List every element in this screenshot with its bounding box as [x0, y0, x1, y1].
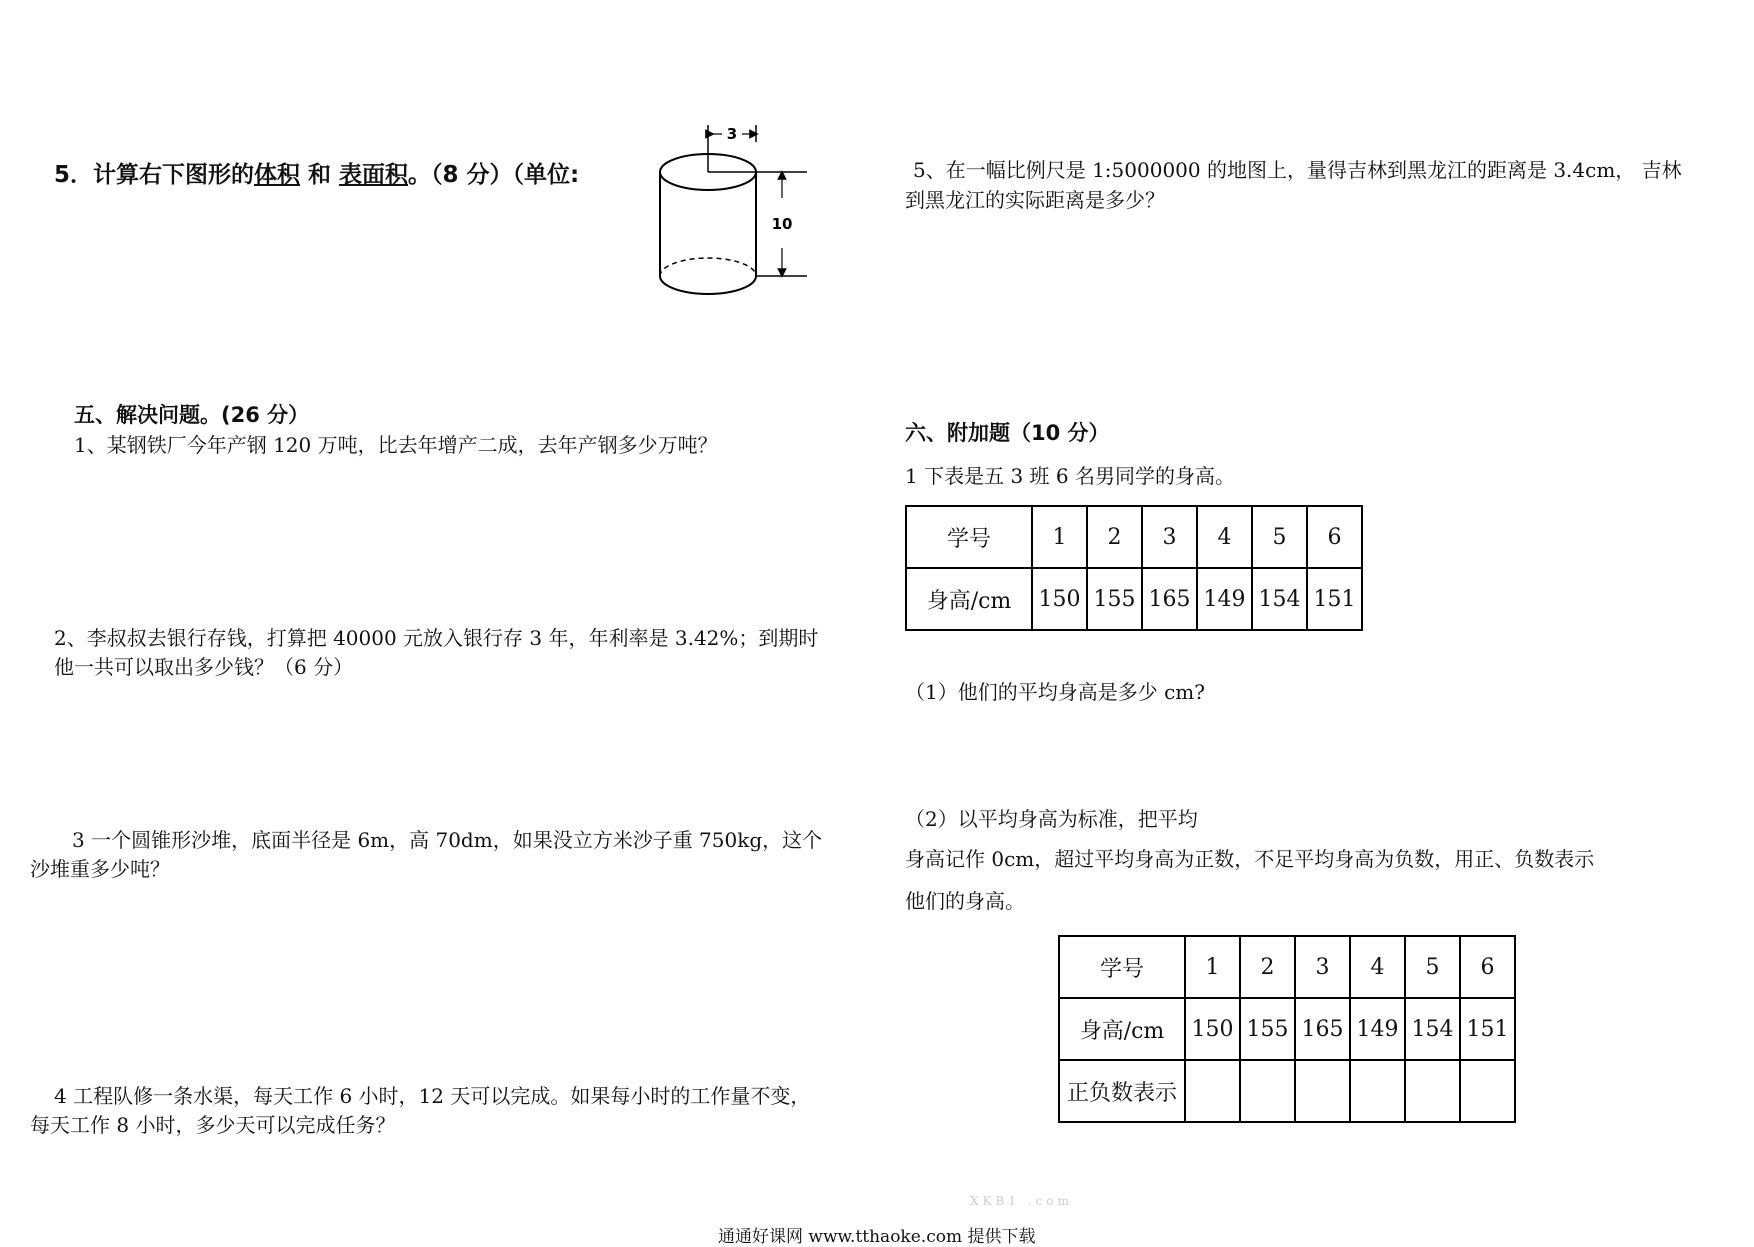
id-cell: 3 [1295, 936, 1350, 998]
radius-label: 3 [726, 125, 738, 143]
id-cell: 4 [1350, 936, 1405, 998]
q5-and: 和 [300, 162, 340, 188]
problem-4-line1: 4 工程队修一条水渠，每天工作 6 小时，12 天可以完成。如果每小时的工作量不变， [54, 1084, 811, 1108]
answer-cell [1185, 1060, 1240, 1122]
problem-3-line1: 3 一个圆锥形沙堆，底面半径是 6m，高 70dm，如果没立方米沙子重 750kg，这个 [72, 828, 823, 852]
problem-3-line2: 沙堆重多少吨？ [30, 857, 170, 881]
problem-5-line1: 5、在一幅比例尺是 1:5000000 的地图上，量得吉林到黑龙江的距离是 3.4cm， 吉林 [913, 158, 1682, 182]
watermark: XKB1 .com [970, 1194, 1073, 1208]
table-row [1059, 998, 1515, 1060]
problem-5-line2: 到黑龙江的实际距离是多少？ [905, 188, 1165, 212]
signed-header: 正负数表示 [1059, 1060, 1185, 1122]
id-cell: 6 [1307, 506, 1362, 568]
table-row [906, 506, 1362, 568]
section6-title: 六、附加题（10 分） [905, 421, 1110, 445]
height-cell: 154 [1252, 568, 1307, 630]
answer-cell [1350, 1060, 1405, 1122]
id-header: 学号 [906, 506, 1032, 568]
height-cell: 155 [1240, 998, 1295, 1060]
question-2-line2: 身高记作 0cm，超过平均身高为正数，不足平均身高为负数，用正、负数表示 [905, 847, 1595, 871]
q5-prefix: 5．计算右下图形的 [54, 162, 255, 188]
height-cell: 154 [1405, 998, 1460, 1060]
answer-cell [1405, 1060, 1460, 1122]
question-1: （1）他们的平均身高是多少 cm? [905, 680, 1205, 704]
problem-2-line2: 他一共可以取出多少钱？（6 分） [54, 655, 354, 679]
id-cell: 5 [1405, 936, 1460, 998]
height-cell: 165 [1142, 568, 1197, 630]
table-row [1059, 1060, 1515, 1122]
height-cell: 149 [1350, 998, 1405, 1060]
table-row [1059, 936, 1515, 998]
problem-4-line2: 每天工作 8 小时，多少天可以完成任务？ [30, 1113, 396, 1137]
id-cell: 4 [1197, 506, 1252, 568]
signed-height-table [1058, 935, 1516, 1123]
id-cell: 2 [1087, 506, 1142, 568]
height-cell: 151 [1307, 568, 1362, 630]
height-header: 身高/cm [1059, 998, 1185, 1060]
problem-1: 1、某钢铁厂今年产钢 120 万吨，比去年增产二成，去年产钢多少万吨？ [74, 433, 718, 457]
problem-2-line1: 2、李叔叔去银行存钱，打算把 40000 元放入银行存 3 年，年利率是 3.42%；到期时 [54, 626, 819, 650]
id-cell: 5 [1252, 506, 1307, 568]
height-cell: 149 [1197, 568, 1252, 630]
answer-cell [1295, 1060, 1350, 1122]
answer-cell [1240, 1060, 1295, 1122]
question-2-line3: 他们的身高。 [905, 889, 1025, 913]
q5-volume: 体积 [254, 162, 301, 188]
height-cell: 165 [1295, 998, 1350, 1060]
height-table [905, 505, 1363, 631]
height-cell: 155 [1087, 568, 1142, 630]
height-cell: 150 [1032, 568, 1087, 630]
id-cell: 1 [1185, 936, 1240, 998]
footer: 通通好课网 www.tthaoke.com 提供下载 [718, 1227, 1036, 1247]
cylinder-figure [652, 120, 822, 295]
height-header: 身高/cm [906, 568, 1032, 630]
height-cell: 151 [1460, 998, 1515, 1060]
table-row [906, 568, 1362, 630]
id-cell: 6 [1460, 936, 1515, 998]
q5-area: 表面积 [339, 162, 409, 188]
q5-suffix: 。（8 分）（单位: [408, 162, 580, 188]
q5-title [54, 156, 579, 189]
id-cell: 1 [1032, 506, 1087, 568]
id-header: 学号 [1059, 936, 1185, 998]
height-cell: 150 [1185, 998, 1240, 1060]
id-cell: 2 [1240, 936, 1295, 998]
question-2-line1: （2）以平均身高为标准，把平均 [905, 807, 1198, 831]
id-cell: 3 [1142, 506, 1197, 568]
section5-title: 五、解决问题。(26 分） [74, 403, 310, 427]
height-label: 10 [771, 215, 793, 233]
table-intro: 1 下表是五 3 班 6 名男同学的身高。 [905, 464, 1235, 488]
answer-cell [1460, 1060, 1515, 1122]
